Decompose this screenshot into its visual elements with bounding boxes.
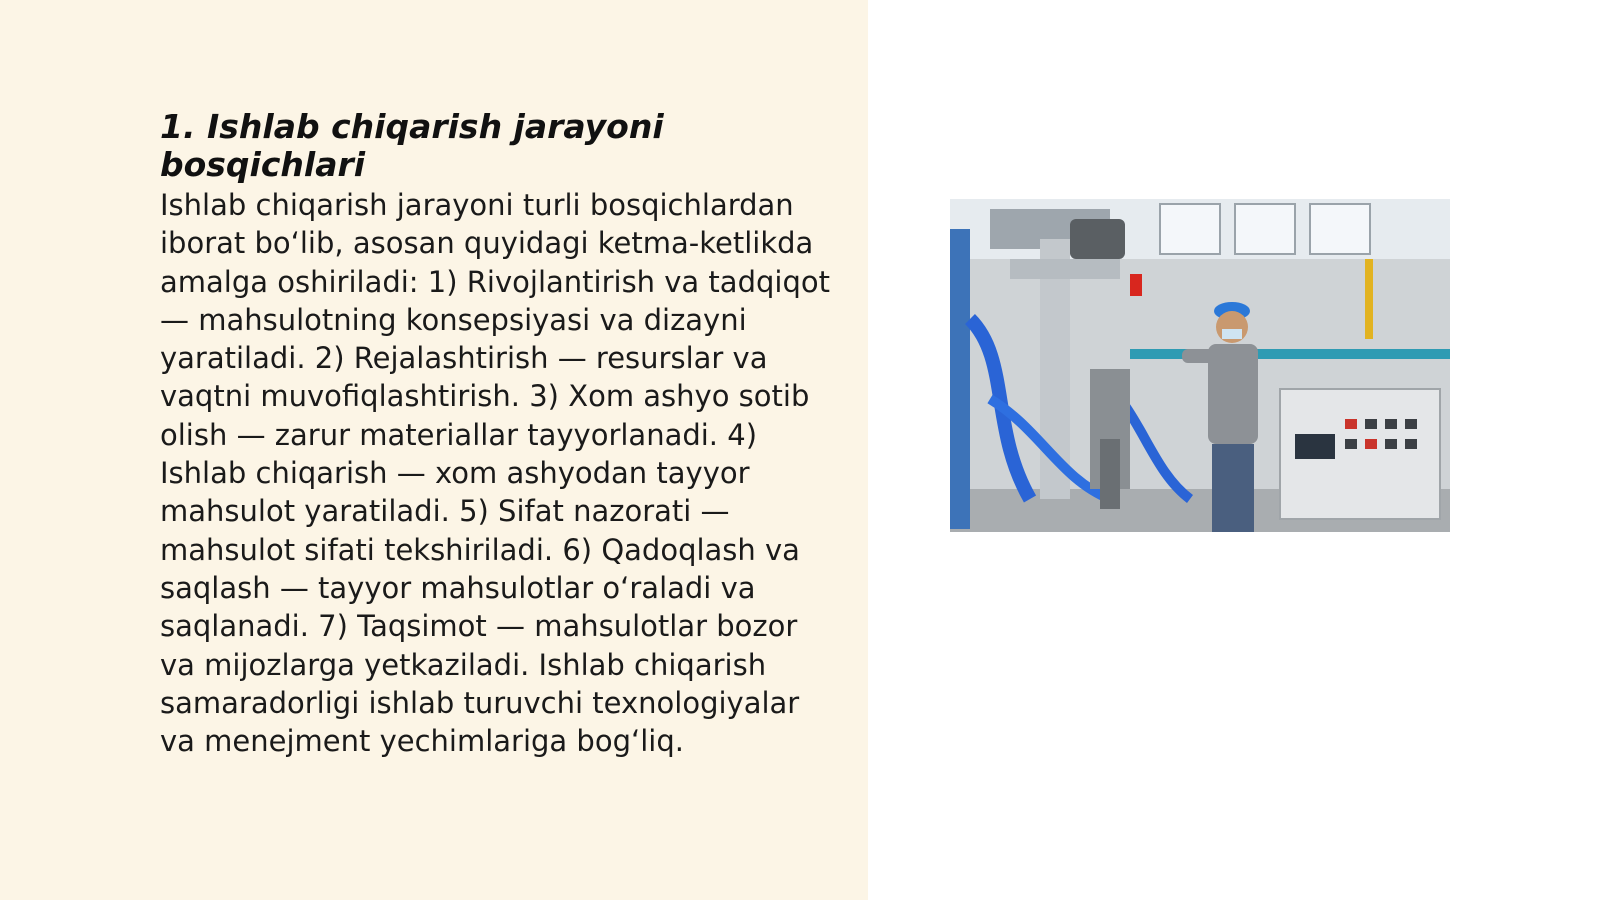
factory-photo-illustration [950, 199, 1450, 532]
slide-body-text: Ishlab chiqarish jarayoni turli bosqichlardan iborat bo‘lib, asosan quyidagi ketma-ketlikda amalga oshiriladi: 1) Rivojlantirish va tadqiqot — mahsulotning konsepsiyasi va dizayni yaratiladi. 2) Rejalashtirish — resurslar va vaqtni muvofiqlashtirish. 3) Xom ashyo sotib olish — zarur materiallar tayyorlanadi. 4) Ishlab chiqarish — xom ashyodan tayyor mahsulot yaratiladi. 5) Sifat nazorati — mahsulot sifati tekshiriladi. 6) Qadoqlash va saqlash — tayyor mahsulotlar o‘raladi va saqlanadi. 7) Taqsimot — mahsulotlar bozor va mijozlarga yetkaziladi. Ishlab chiqarish samaradorligi ishlab turuvchi texnologiyalar va menejment yechimlariga bog‘liq. [160, 188, 830, 759]
slide-title: 1. Ishlab chiqarish jarayoni bosqichlari [160, 107, 664, 184]
factory-photo [950, 199, 1450, 532]
